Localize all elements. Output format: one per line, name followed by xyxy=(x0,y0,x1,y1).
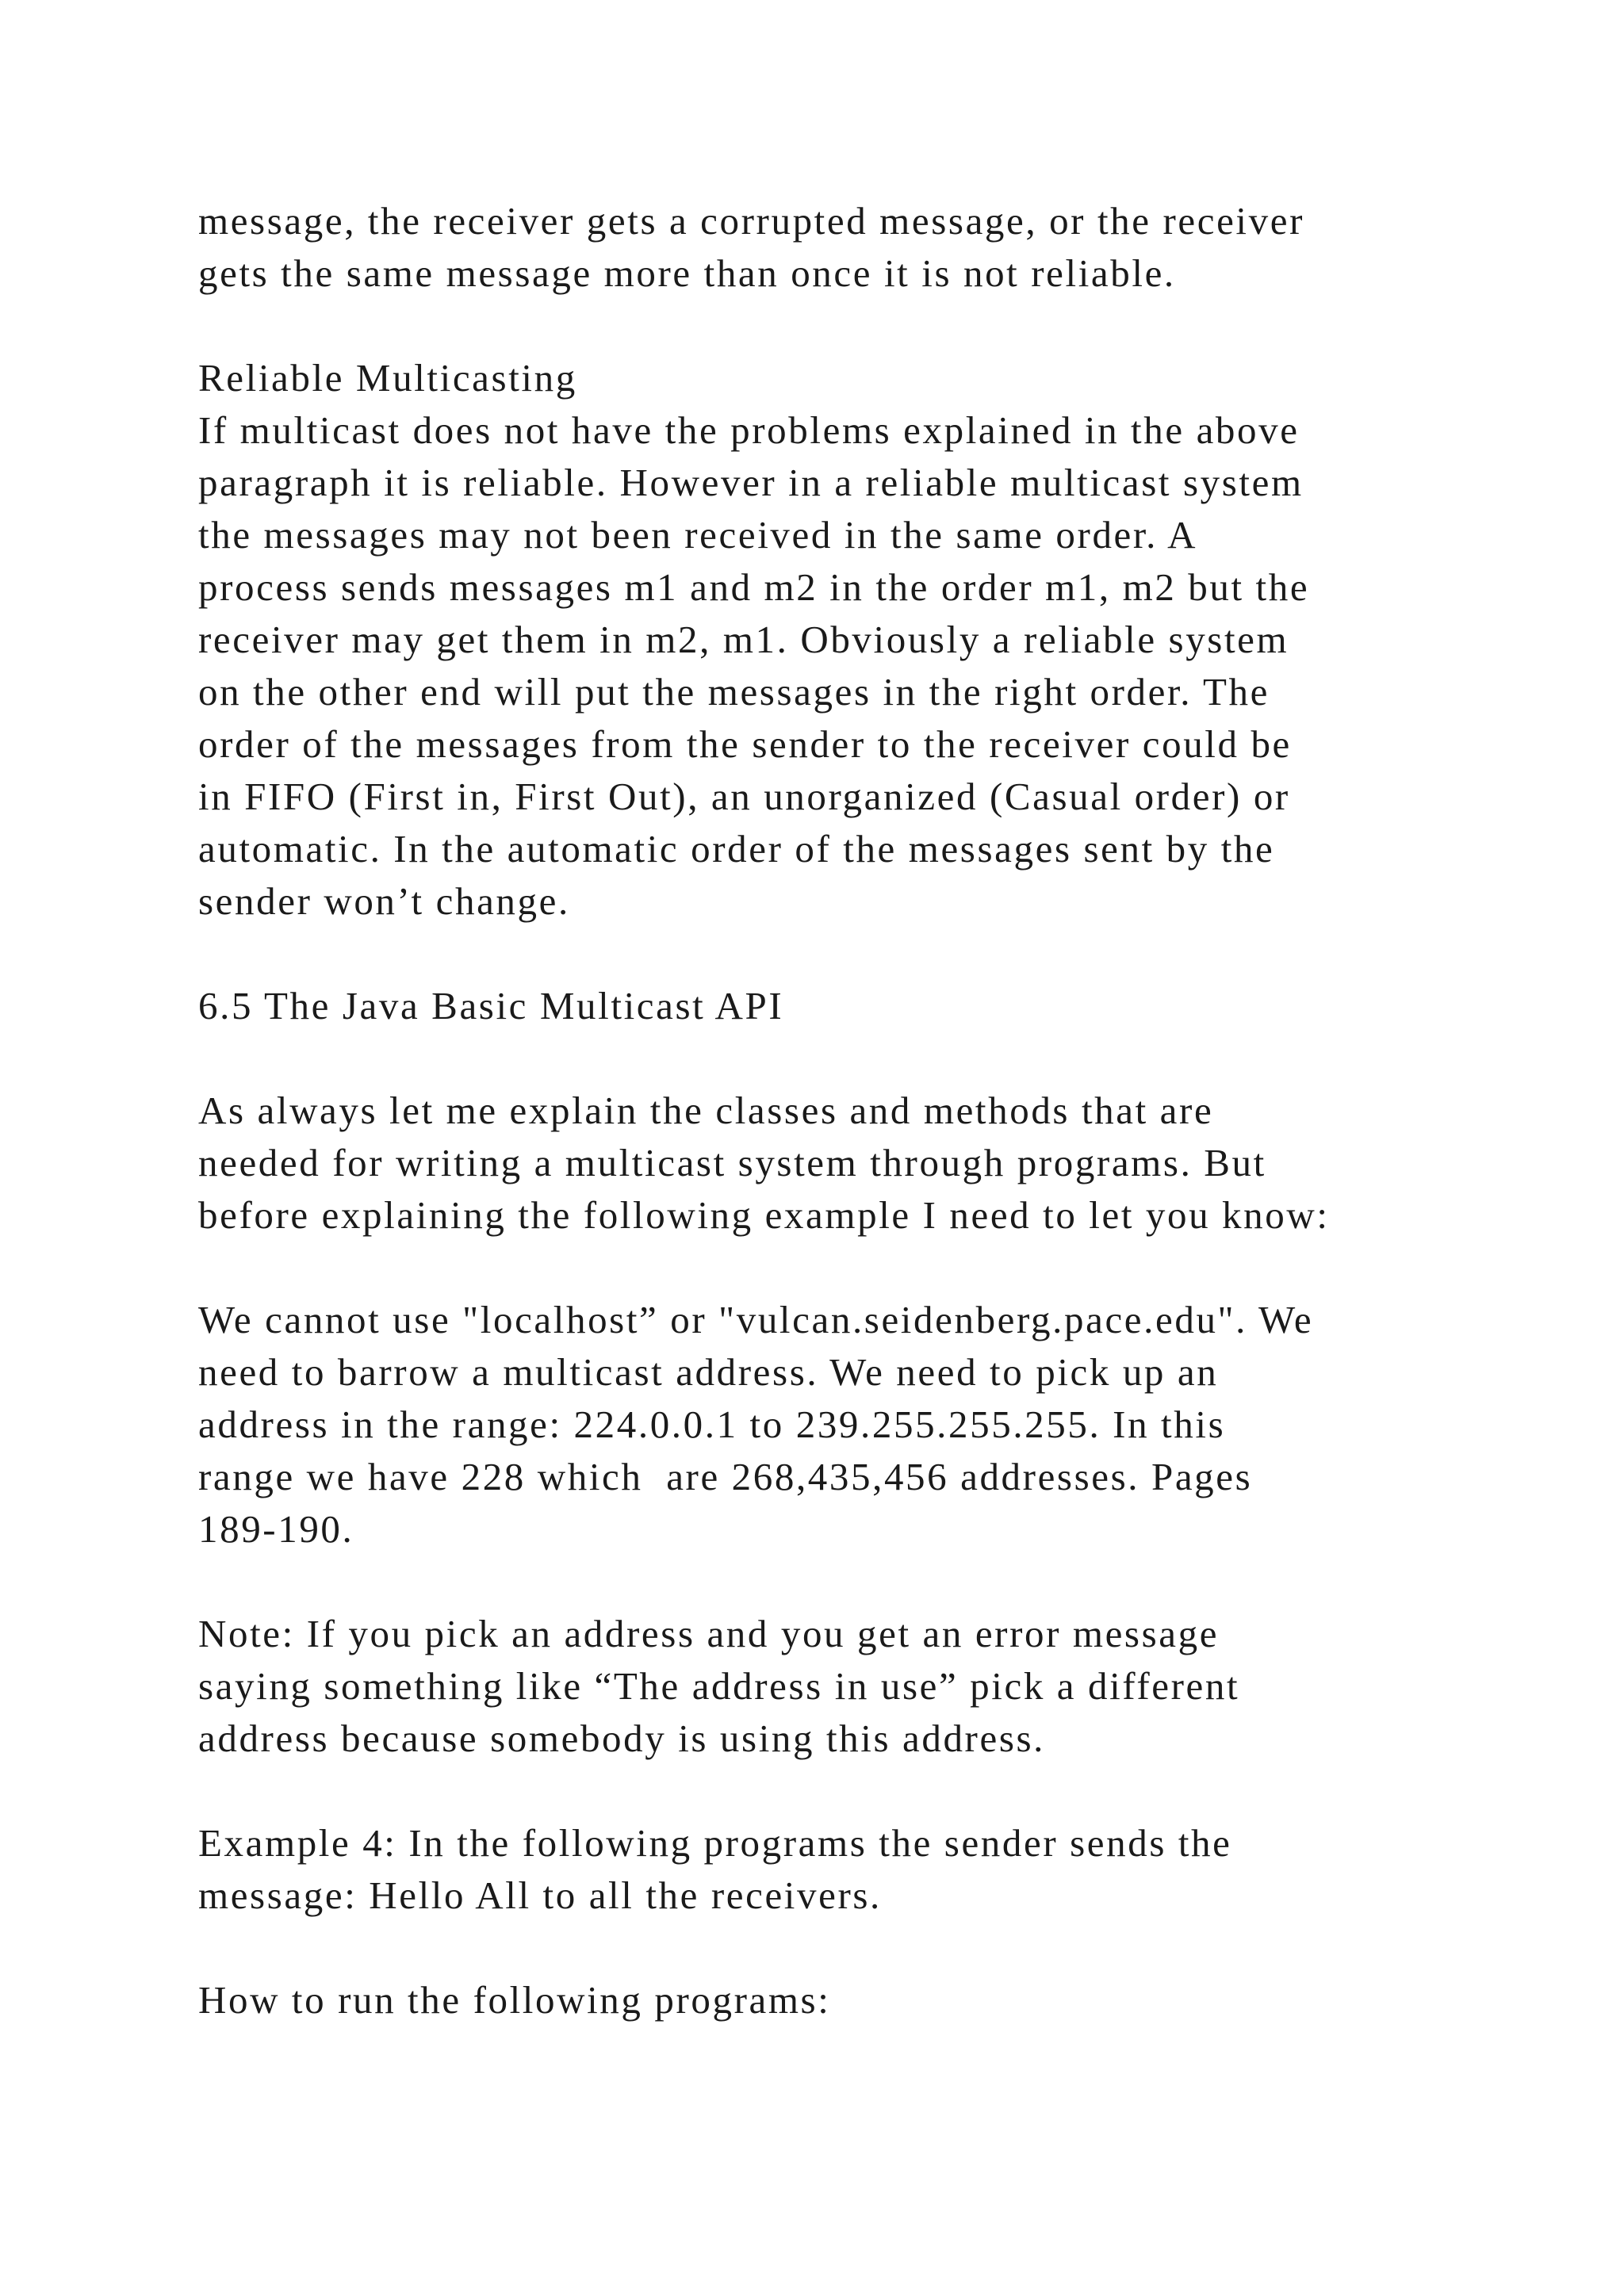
text-line: paragraph it is reliable. However in a reliable multicast system xyxy=(198,461,1304,504)
text-line: gets the same message more than once it is not reliable. xyxy=(198,251,1176,295)
text-line: 6.5 The Java Basic Multicast API xyxy=(198,984,784,1027)
text-line: How to run the following programs: xyxy=(198,1978,831,2022)
text-line: receiver may get them in m2, m1. Obviously a reliable system xyxy=(198,618,1289,661)
text-line: Example 4: In the following programs the sender sends the xyxy=(198,1821,1232,1865)
text-line: Reliable Multicasting xyxy=(198,356,577,400)
text-line: Note: If you pick an address and you get an error message xyxy=(198,1612,1220,1655)
text-line: range we have 228 which are 268,435,456 addresses. Pages xyxy=(198,1455,1253,1498)
text-line: 189-190. xyxy=(198,1507,354,1551)
text-line: the messages may not been received in the same order. A xyxy=(198,513,1198,557)
text-line: As always let me explain the classes and methods that are xyxy=(198,1089,1214,1132)
paragraph-note xyxy=(198,1608,1499,1765)
paragraph-gap xyxy=(198,928,1499,980)
text-line: order of the messages from the sender to the receiver could be xyxy=(198,722,1292,766)
paragraph-gap xyxy=(198,300,1499,352)
text-line: address in the range: 224.0.0.1 to 239.255.255.255. In this xyxy=(198,1402,1226,1446)
text-line: message, the receiver gets a corrupted message, or the receiver xyxy=(198,199,1304,243)
text-line: before explaining the following example I need to let you know: xyxy=(198,1193,1330,1237)
paragraph-gap xyxy=(198,1032,1499,1085)
paragraph-gap xyxy=(198,1922,1499,1974)
text-line: saying something like “The address in use” pick a different xyxy=(198,1664,1240,1708)
paragraph-intro-continuation xyxy=(198,195,1499,300)
text-line: message: Hello All to all the receivers. xyxy=(198,1873,882,1917)
text-line: on the other end will put the messages in the right order. The xyxy=(198,670,1270,714)
text-line: We cannot use "localhost” or "vulcan.seidenberg.pace.edu". We xyxy=(198,1298,1314,1341)
paragraph-gap xyxy=(198,1765,1499,1817)
paragraph-multicast-address xyxy=(198,1294,1499,1556)
paragraph-api-intro xyxy=(198,1085,1499,1242)
document-page xyxy=(198,195,1499,2026)
text-line: If multicast does not have the problems explained in the above xyxy=(198,408,1300,452)
text-line: sender won’t change. xyxy=(198,879,570,923)
paragraph-how-to-run xyxy=(198,1974,1499,2026)
paragraph-gap xyxy=(198,1556,1499,1608)
text-line: automatic. In the automatic order of the messages sent by the xyxy=(198,827,1275,871)
text-line: address because somebody is using this address. xyxy=(198,1716,1046,1760)
section-reliable-multicasting xyxy=(198,352,1499,928)
paragraph-gap xyxy=(198,1242,1499,1294)
paragraph-example-4 xyxy=(198,1817,1499,1922)
text-line: needed for writing a multicast system through programs. But xyxy=(198,1141,1266,1184)
section-heading-java-multicast-api xyxy=(198,980,1499,1032)
text-line: process sends messages m1 and m2 in the order m1, m2 but the xyxy=(198,565,1310,609)
text-line: need to barrow a multicast address. We need to pick up an xyxy=(198,1350,1219,1394)
text-line: in FIFO (First in, First Out), an unorganized (Casual order) or xyxy=(198,775,1290,818)
